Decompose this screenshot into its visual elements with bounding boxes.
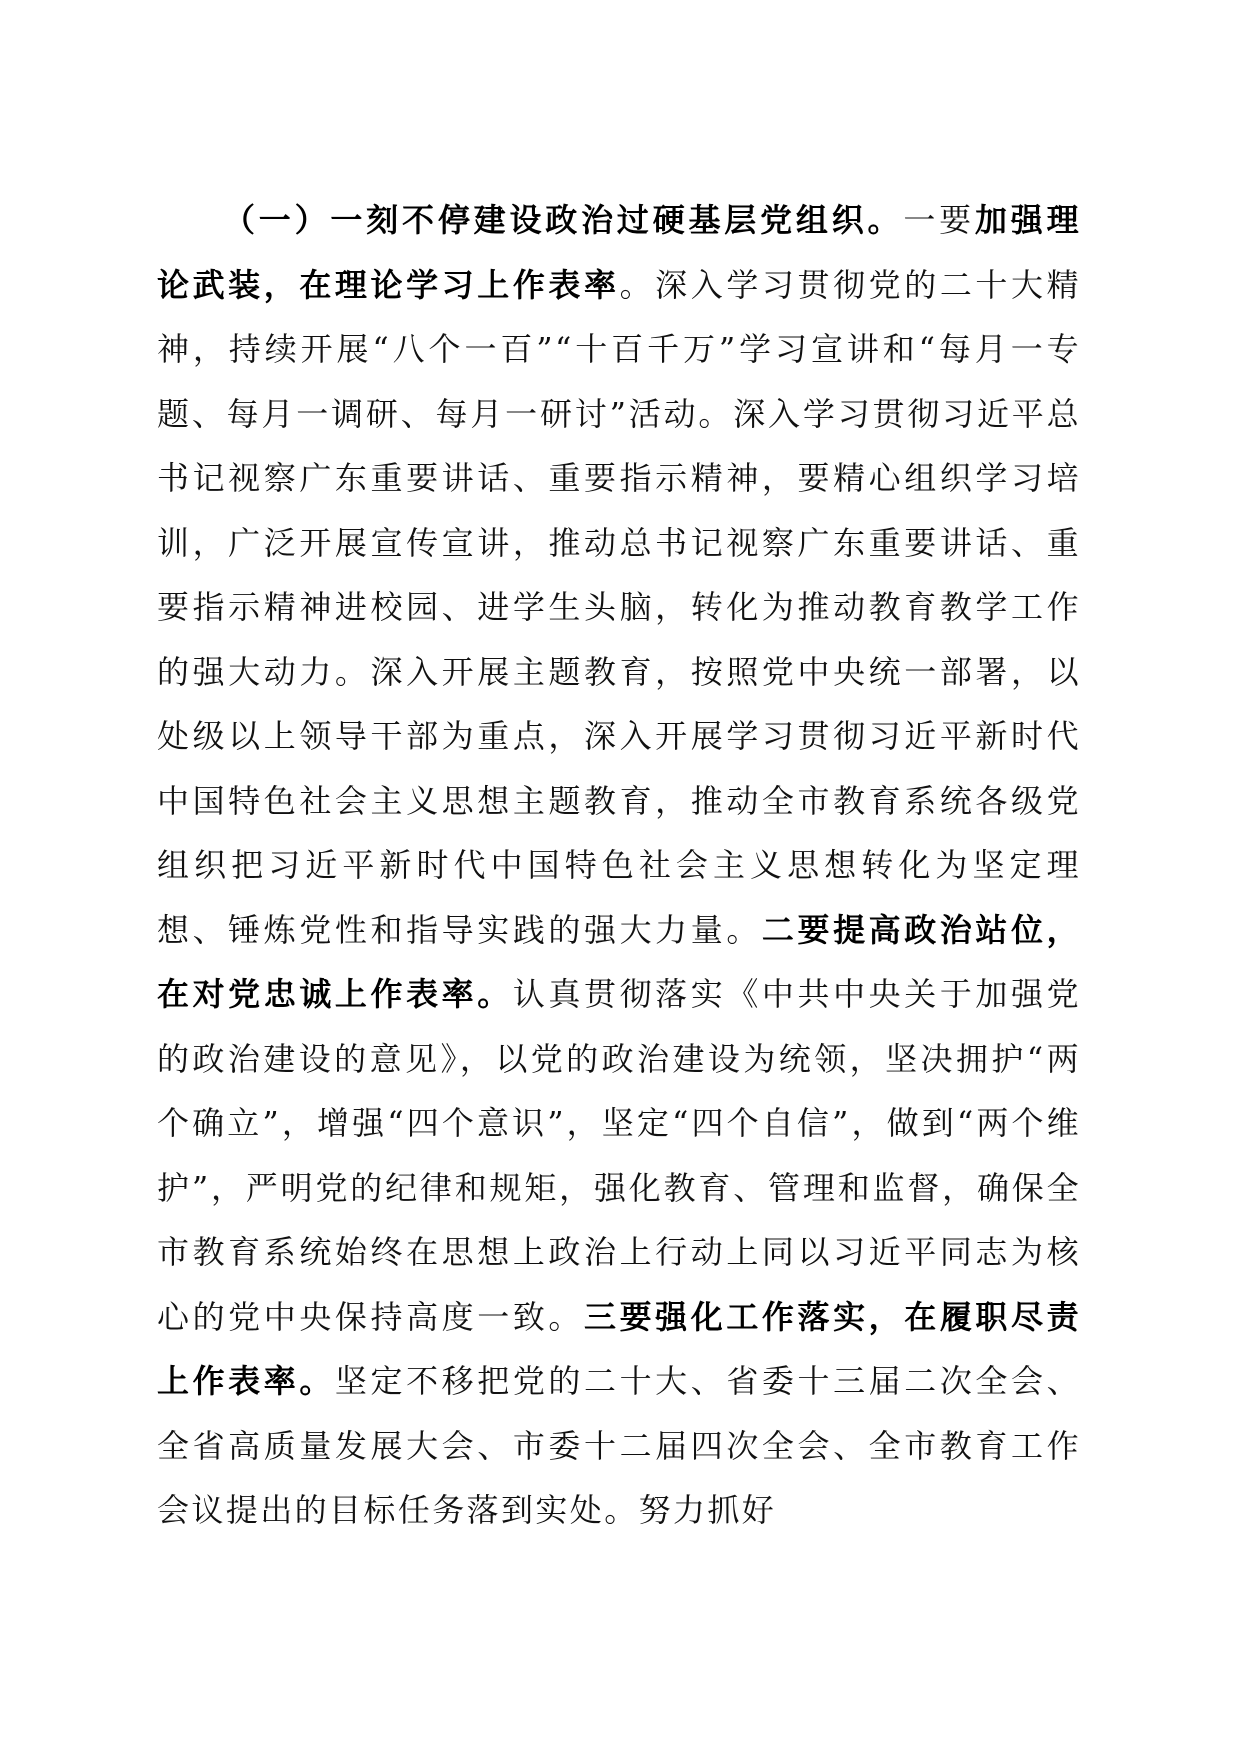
point-3-text: 坚定不移把党的二十大、省委十三届二次全会、全省高质量发展大会、市委十二届四次全会、全市教育工作会议提出的目标任务落到实处。努力抓好 [157,1362,1081,1529]
section-heading: （一）一刻不停建设政治过硬基层党组织。 [223,201,904,239]
point-2-text: 认真贯彻落实《中共中央关于加强党的政治建设的意见》，以党的政治建设为统领，坚决拥护“两个确立”，增强“四个意识”，坚定“四个自信”，做到“两个维护”，严明党的纪律和规矩，强化教育、管理和监督，确保全市教育系统始终在思想上政治上行动上同以习近平同志为核心的党中央保持高度一致。 [157,975,1081,1336]
body-paragraph [157,188,1081,1543]
point-2-title: 二要提高政治站位，在对党忠诚上作表率。 [157,910,1081,1013]
point-3-title: 三要强化工作落实，在履职尽责上作表率。 [157,1297,1081,1400]
point-1-title: 加强理论武装，在理论学习上作表率 [157,201,1081,304]
point-1-prefix: 一要 [903,201,975,239]
point-1-text: 。深入学习贯彻党的二十大精神，持续开展“八个一百”“十百千万”学习宣讲和“每月一专题、每月一调研、每月一研讨”活动。深入学习贯彻习近平总书记视察广东重要讲话、重要指示精神，要精心组织学习培训，广泛开展宣传宣讲，推动总书记视察广东重要讲话、重要指示精神进校园、进学生头脑，转化为推动教育教学工作的强大动力。深入开展主题教育，按照党中央统一部署，以处级以上领导干部为重点，深入开展学习贯彻习近平新时代中国特色社会主义思想主题教育，推动全市教育系统各级党组织把习近平新时代中国特色社会主义思想转化为坚定理想、锤炼党性和指导实践的强大力量。 [157,265,1081,949]
